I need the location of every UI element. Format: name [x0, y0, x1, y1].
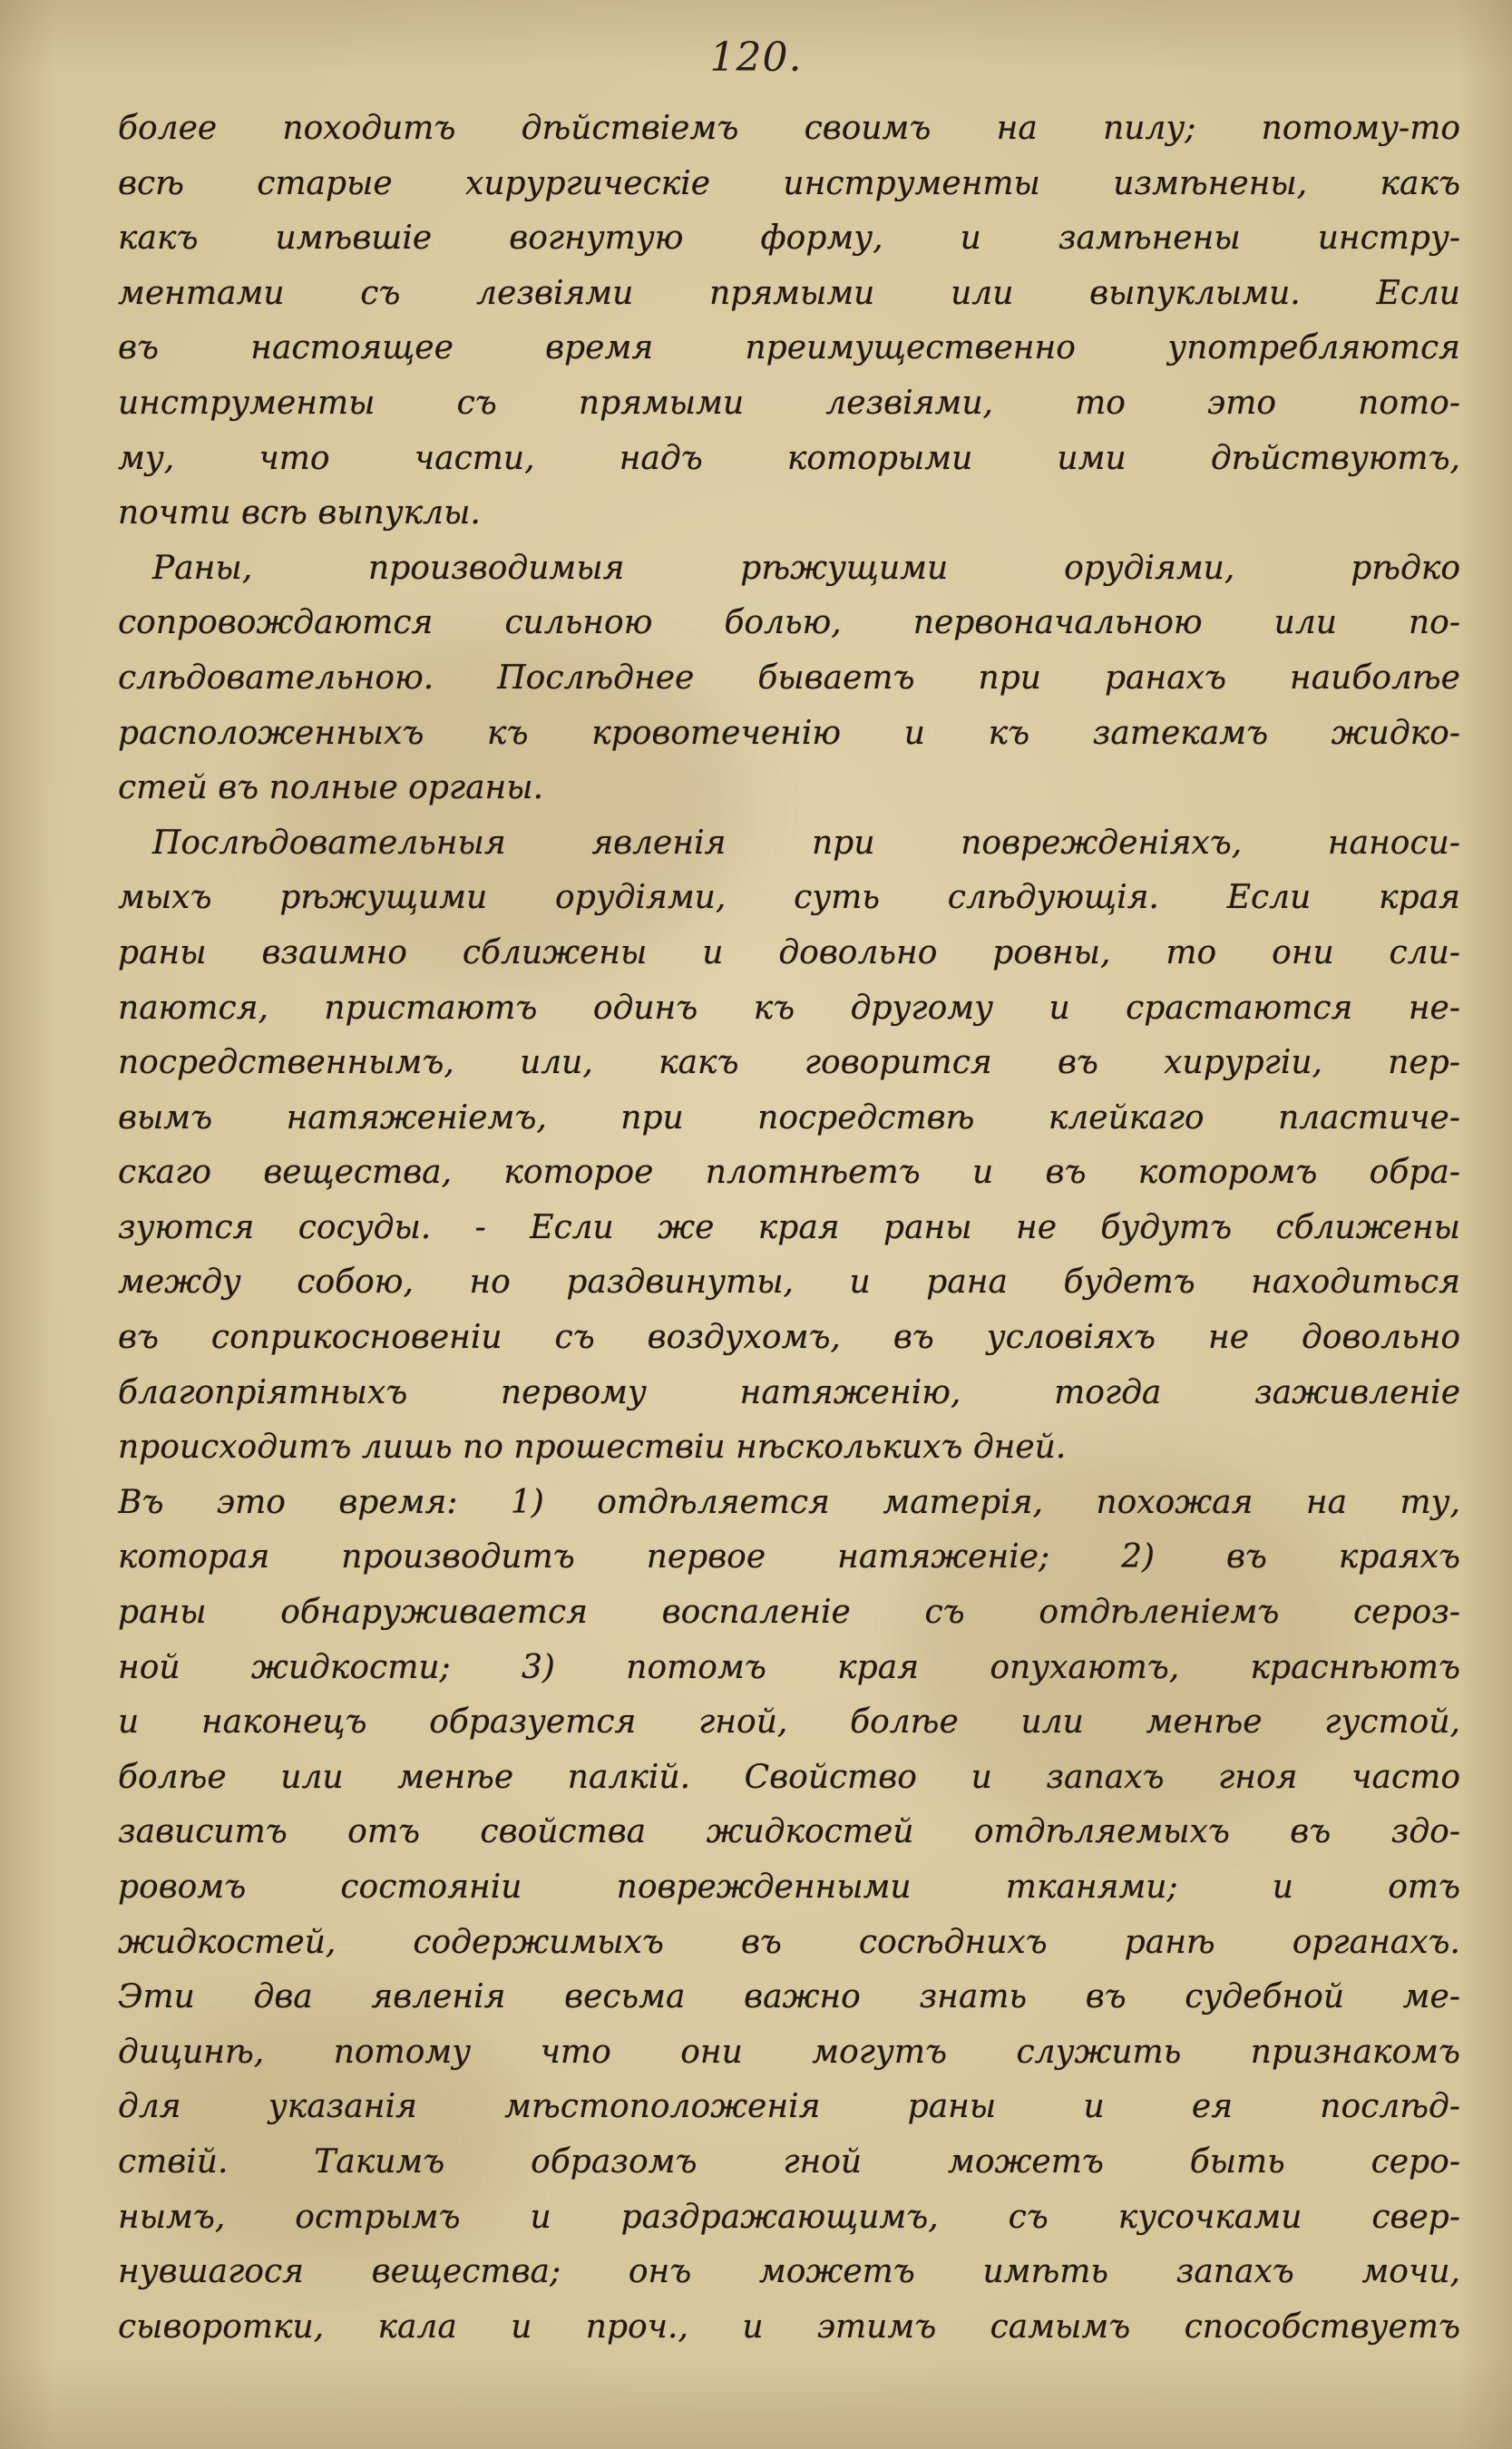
handwritten-text-block [118, 102, 1460, 2355]
text-line: мыхъ рѣжущими орудіями, суть слѣдующія. Если края [118, 879, 1460, 917]
text-line: Раны, производимыя рѣжущими орудіями, рѣдко [152, 549, 1460, 587]
text-line: зуются сосуды. - Если же края раны не будутъ сближены [118, 1208, 1460, 1246]
text-line: въ соприкосновеніи съ воздухомъ, въ условіяхъ не довольно [118, 1319, 1460, 1357]
text-line: паются, пристаютъ одинъ къ другому и срастаются не- [118, 989, 1460, 1027]
text-line: инструменты съ прямыми лезвіями, то это пото- [118, 384, 1460, 422]
text-line: Въ это время: 1) отдѣляется матерія, похожая на ту, [118, 1483, 1460, 1521]
text-line: благопріятныхъ первому натяженію, тогда заживленіе [118, 1373, 1460, 1411]
text-line: раны взаимно сближены и довольно ровны, то они сли- [118, 933, 1460, 971]
text-line: стей въ полные органы. [118, 769, 544, 807]
text-line: Эти два явленія весьма важно знать въ судебной ме- [118, 1978, 1460, 2016]
text-line: раны обнаруживается воспаленіе съ отдѣленіемъ сероз- [118, 1594, 1460, 1632]
text-line: происходитъ лишь по прошествіи нѣсколькихъ дней. [118, 1429, 1067, 1467]
text-line: жидкостей, содержимыхъ въ сосѣднихъ ранѣ органахъ. [118, 1923, 1460, 1961]
text-line: ной жидкости; 3) потомъ края опухаютъ, краснѣютъ [118, 1648, 1460, 1686]
text-line: нымъ, острымъ и раздражающимъ, съ кусочками свер- [118, 2198, 1460, 2236]
text-line: ровомъ состояніи поврежденными тканями; и отъ [118, 1868, 1460, 1906]
text-line: ствій. Такимъ образомъ гной можетъ быть серо- [118, 2142, 1460, 2181]
text-line: болѣе или менѣе палкій. Свойство и запахъ гноя часто [118, 1758, 1460, 1796]
text-line: скаго вещества, которое плотнѣетъ и въ которомъ обра- [118, 1154, 1460, 1192]
text-line: Послѣдовательныя явленія при повреждeніяхъ, наноси- [152, 824, 1460, 862]
text-line: въ настоящее время преимущественно употребляются [118, 329, 1460, 367]
text-line: му, что части, надъ которыми ими дѣйствуютъ, [118, 439, 1460, 477]
text-line: ментами съ лезвіями прямыми или выпуклыми. Если [118, 274, 1460, 312]
text-line: и наконецъ образуется гной, болѣе или менѣе густой, [118, 1703, 1460, 1742]
text-line: почти всѣ выпуклы. [118, 494, 481, 532]
text-line: всѣ старые хирургическіе инструменты измѣнены, какъ [118, 164, 1460, 202]
text-line: посредственнымъ, или, какъ говорится въ хирургіи, пер- [118, 1044, 1460, 1082]
text-line: которая производитъ первое натяженіе; 2) въ краяхъ [118, 1538, 1460, 1576]
text-line: расположенныхъ къ кровотеченію и къ затекамъ жидко- [118, 714, 1460, 752]
text-line: зависитъ отъ свойства жидкостей отдѣляемыхъ въ здо- [118, 1813, 1460, 1851]
text-line: более походитъ дѣйствіемъ своимъ на пилу; потому-то [118, 110, 1460, 147]
text-line: слѣдовательною. Послѣднее бываетъ при ранахъ наиболѣе [118, 659, 1460, 697]
text-line: вымъ натяженіемъ, при посредствѣ клейкаго пластиче- [118, 1098, 1460, 1137]
text-line: какъ имѣвшіе вогнутую форму, и замѣнены инстру- [118, 220, 1460, 258]
page-number: 120. [709, 34, 803, 81]
text-line: сыворотки, кала и проч., и этимъ самымъ способствуетъ [118, 2308, 1460, 2346]
text-line: между собою, но раздвинуты, и рана будетъ находиться [118, 1264, 1460, 1302]
text-line: нувшагося вещества; онъ можетъ имѣть запахъ мочи, [118, 2253, 1460, 2291]
text-line: для указанія мѣстоположенія раны и ея послѣд- [118, 2088, 1460, 2126]
text-line: дицинѣ, потому что они могутъ служить признакомъ [118, 2033, 1460, 2071]
text-line: сопровождаются сильною болью, первоначальною или по- [118, 604, 1460, 642]
